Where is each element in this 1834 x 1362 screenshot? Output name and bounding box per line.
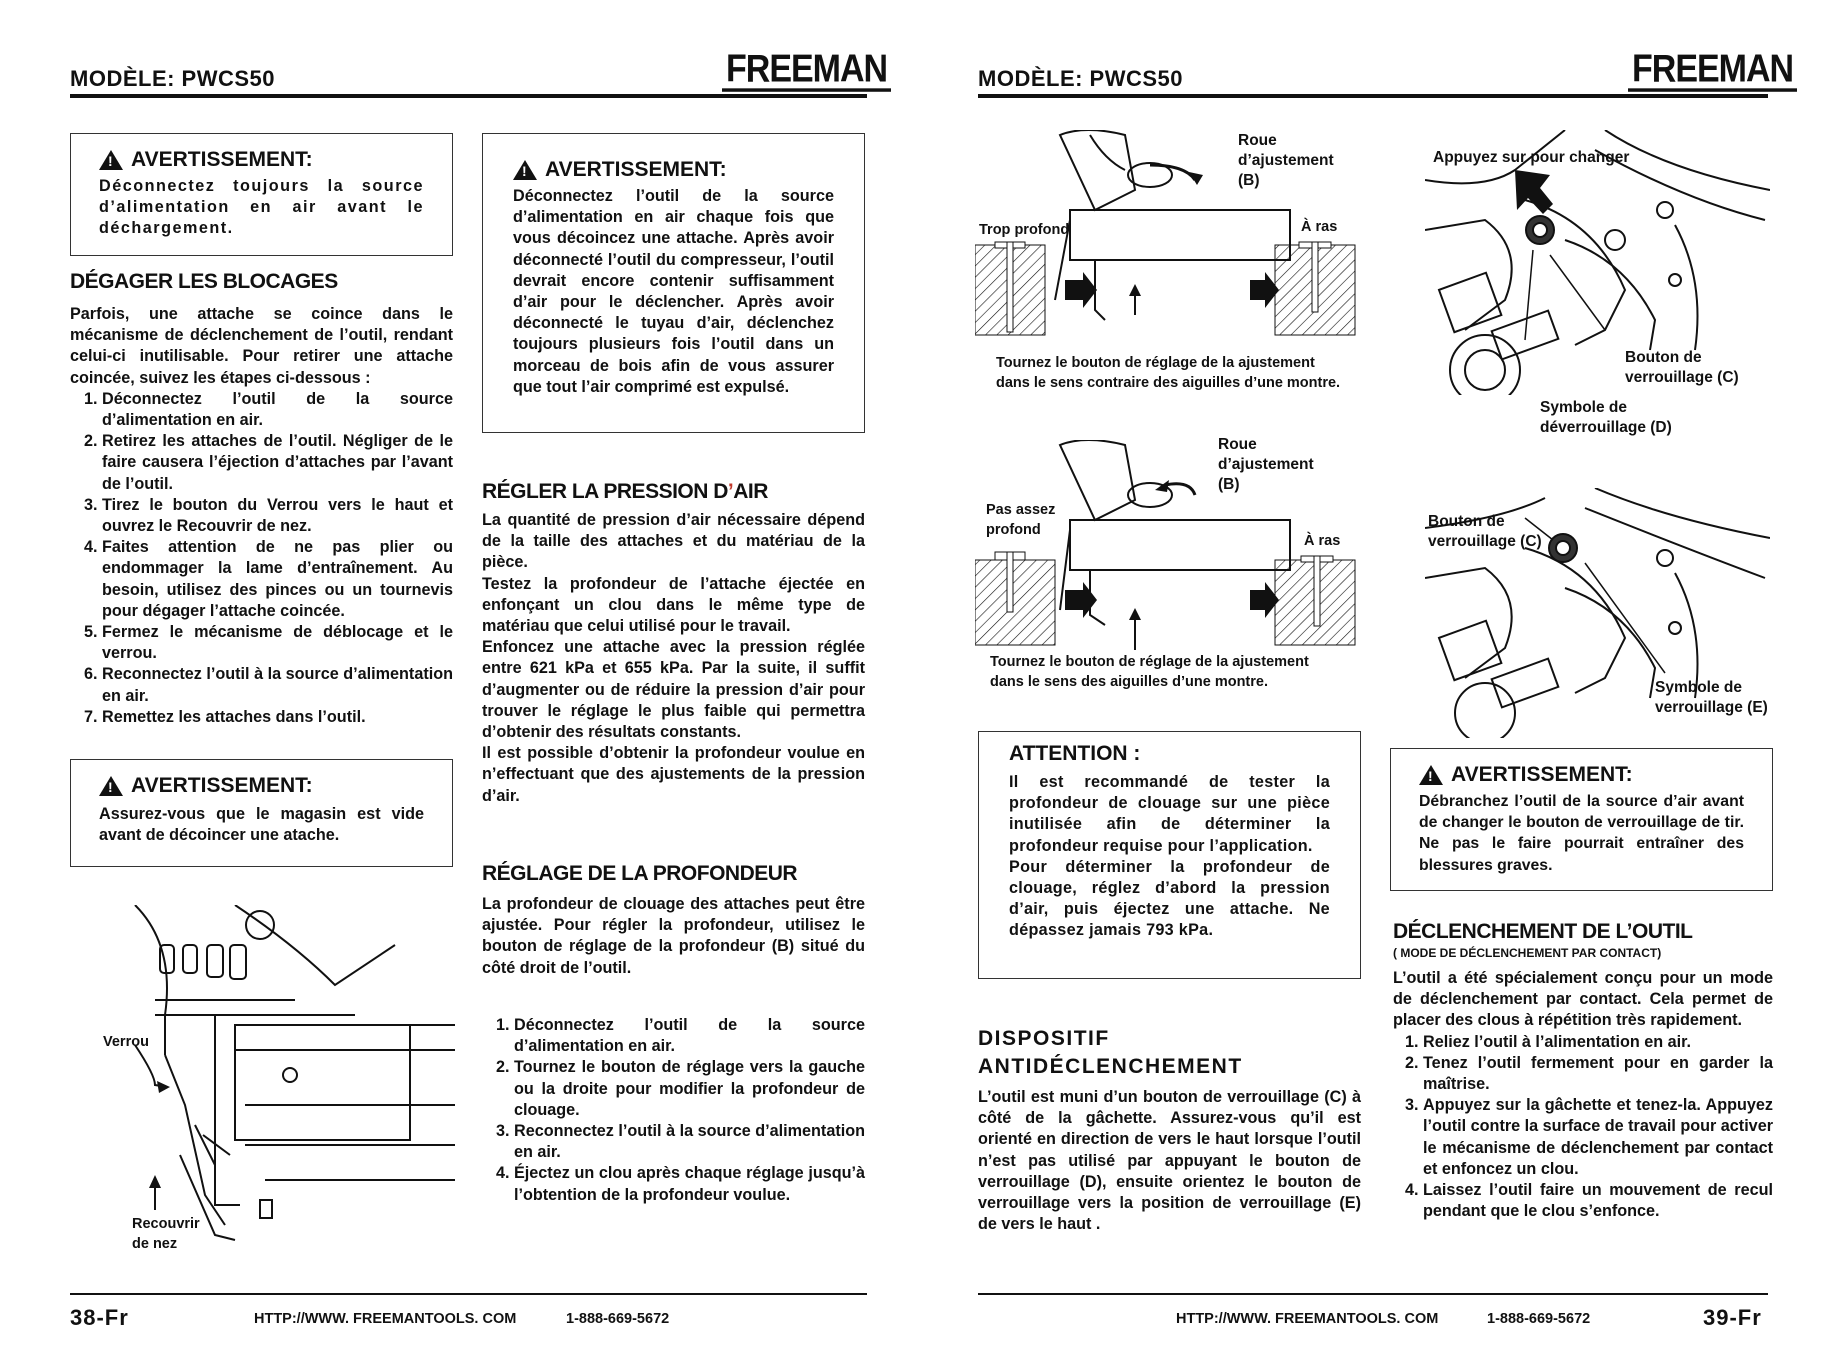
warning-heading-text: AVERTISSEMENT: — [131, 148, 313, 171]
section-blockages — [70, 304, 453, 728]
warning-text: Déconnectez l’outil de la source d’alimentation en air chaque fois que vous décoincez une attache. Après avoir déconnecté l’outil du compresseur, l’outil devrait encore contenir suffisamment d’air pour le déclencher. Après avoir déconnecté le tuyau d’air, déclenchez toujours plusieurs fois l’outil dans un morceau de bois afin de vous assurer que tout l’air comprimé est expulsé. — [513, 187, 834, 396]
figure-label: Trop profond — [979, 222, 1070, 238]
list-item: 1. Reliez l’outil à l’alimentation en air. — [1423, 1032, 1773, 1053]
model-title: MODÈLE: PWCS50 — [978, 66, 1184, 91]
warning-heading-text: AVERTISSEMENT: — [131, 774, 313, 797]
list-item: 5. Fermez le mécanisme de déblocage et le verrou. — [102, 622, 453, 664]
page-number: 39-Fr — [1703, 1305, 1762, 1330]
title-line: DISPOSITIF — [978, 1027, 1110, 1050]
figure-label-line: verrouillage (E) — [1655, 699, 1768, 716]
warning-heading — [513, 158, 834, 182]
figure-label — [1238, 131, 1334, 191]
footer-phone: 1-888-669-5672 — [1487, 1311, 1591, 1327]
section-title: DÉCLENCHEMENT DE L’OUTIL — [1393, 920, 1693, 943]
list-item: 1. Déconnectez l’outil de la source d’alimentation en air. — [102, 389, 453, 431]
figure-caption — [990, 652, 1309, 692]
caption-line: Tournez le bouton de réglage de la ajustement — [990, 654, 1309, 670]
warning-box — [70, 133, 453, 256]
figure-label-line: Symbole de — [1655, 679, 1742, 696]
list-item: 2. Tenez l’outil fermement pour en garder la maîtrise. — [1423, 1053, 1773, 1095]
section-title: DÉGAGER LES BLOCAGES — [70, 270, 338, 293]
list-item: 2. Tournez le bouton de réglage vers la gauche ou la droite pour modifier la profondeur de clouage. — [514, 1057, 865, 1121]
attention-text: Il est recommandé de tester la profondeur de clouage sur une pièce inutilisée afin de déterminer la profondeur requise pour l’application. — [1009, 773, 1330, 855]
figure-label-line: Roue — [1238, 132, 1277, 149]
figure-label-line: déverrouillage (D) — [1540, 419, 1672, 436]
figure-label-line: Roue — [1218, 436, 1257, 453]
footer-rule — [978, 1293, 1768, 1295]
footer-url: HTTP://WWW. FREEMANTOOLS. COM — [1176, 1311, 1439, 1327]
figure-label-line: verrouillage (C) — [1428, 533, 1542, 550]
paragraph: L’outil a été spécialement conçu pour un mode de déclenchement par contact. Cela permet de placer des clous à répétition très rapidement. — [1393, 969, 1773, 1030]
figure-label: À ras — [1301, 219, 1338, 235]
header-rule — [978, 94, 1768, 98]
model-title: MODÈLE: PWCS50 — [70, 66, 276, 91]
figure-label-line: Symbole de — [1540, 399, 1627, 416]
page-number: 38-Fr — [70, 1305, 129, 1330]
list-item: 3. Appuyez sur la gâchette et tenez-la. Appuyez l’outil contre la surface de travail pour activer le mécanisme de déclenchement par contact et enfoncez un clou. — [1423, 1095, 1773, 1180]
list-item: 4. Éjectez un clou après chaque réglage jusqu’à l’obtention de la profondeur voulue. — [514, 1163, 865, 1205]
footer-phone: 1-888-669-5672 — [566, 1311, 670, 1327]
warning-heading — [99, 148, 424, 172]
list-item: 4. Faites attention de ne pas plier ou endommager la lame d’entraînement. Au besoin, utilisez des pinces ou un tournevis pour dégager l’attache coincée. — [102, 537, 453, 622]
figure-label-line: Recouvrir — [132, 1216, 200, 1232]
list-item: 7. Remettez les attaches dans l’outil. — [102, 707, 453, 728]
list-item: 6. Reconnectez l’outil à la source d’alimentation en air. — [102, 664, 453, 706]
warning-icon — [513, 160, 537, 180]
figure-label-line: verrouillage (C) — [1625, 369, 1739, 386]
freeman-logo: FREEMAN — [1628, 49, 1797, 92]
warning-text: Débranchez l’outil de la source d’air avant de changer le bouton de verrouillage de tir. Ne pas le faire pourrait entraîner des blessures graves. — [1419, 793, 1744, 874]
figure-label — [132, 1214, 200, 1254]
footer-rule — [70, 1293, 867, 1295]
figure-label: À ras — [1304, 533, 1341, 549]
warning-heading-text: AVERTISSEMENT: — [1451, 763, 1633, 786]
section-pressure — [482, 510, 865, 807]
warning-text: Assurez-vous que le magasin est vide avant de décoincer une atache. — [99, 805, 424, 845]
warning-text: Déconnectez toujours la source d’alimentation en air avant le déchargement. — [99, 177, 424, 238]
list-item: 3. Tirez le bouton du Verrou vers le haut et ouvrez le Recouvrir de nez. — [102, 495, 453, 537]
figure-label-line: Bouton de — [1428, 513, 1505, 530]
list-item: 2. Retirez les attaches de l’outil. Négliger de le faire causera l’éjection d’attaches par l’avant de l’outil. — [102, 431, 453, 495]
steps-list — [482, 1015, 865, 1206]
section-depth-intro: La profondeur de clouage des attaches peut être ajustée. Pour régler la profondeur, utilisez le bouton de réglage de la profondeur (B) situé du côté droit de l’outil. — [482, 895, 865, 977]
warning-heading — [99, 774, 424, 798]
figure-label-line: profond — [986, 522, 1041, 538]
figure-label-line: (B) — [1238, 172, 1260, 189]
caption-line: Tournez le bouton de réglage de la ajustement — [996, 355, 1315, 371]
section-title — [482, 480, 768, 504]
paragraph: Testez la profondeur de l’attache éjectée en enfonçant un clou dans le même type de matériau que celui utilisé pour le travail. — [482, 574, 865, 636]
warning-heading-text: AVERTISSEMENT: — [545, 158, 727, 181]
figure-label — [1655, 678, 1768, 718]
paragraph: Il est possible d’obtenir la profondeur voulue en n’effectuant que des ajustements de la pression d’air. — [482, 744, 865, 805]
warning-icon — [99, 150, 123, 170]
figure-label-line: d’ajustement — [1218, 456, 1314, 473]
figure-label-line: de nez — [132, 1236, 178, 1252]
freeman-logo: FREEMAN — [722, 49, 891, 92]
warning-heading — [1419, 763, 1744, 787]
paragraph: Enfoncez une attache avec la pression réglée entre 621 kPa et 655 kPa. Par la suite, il suffit d’augmenter ou de réduire la pression d’air pour trouver le réglage le plus faible qui permettra d’obtenir des résultats constants. — [482, 638, 865, 742]
warning-icon — [1419, 765, 1443, 785]
figure-caption — [996, 353, 1340, 393]
steps-list — [70, 389, 453, 728]
figure-label — [1540, 398, 1672, 438]
section-trigger — [1393, 968, 1773, 1222]
section-title — [978, 1025, 1243, 1081]
list-item: 4. Laissez l’outil faire un mouvement de recul pendant que le clou s’enfonce. — [1423, 1180, 1773, 1222]
caption-line: dans le sens des aiguilles d’une montre. — [990, 674, 1268, 690]
figure-label-line: (B) — [1218, 476, 1240, 493]
section-depth-steps — [482, 1015, 865, 1206]
header-rule — [70, 94, 867, 98]
title-accent: ’ — [727, 480, 734, 503]
list-item: 1. Déconnectez l’outil de la source d’alimentation en air. — [514, 1015, 865, 1057]
title-part: AIR — [733, 480, 768, 503]
figure-label-line: Pas assez — [986, 502, 1056, 518]
figure-label-line: d’ajustement — [1238, 152, 1334, 169]
section-title: RÉGLAGE DE LA PROFONDEUR — [482, 862, 798, 885]
steps-list — [1393, 1032, 1773, 1223]
figure-label — [1428, 512, 1542, 552]
attention-text: Pour déterminer la profondeur de clouage, réglez d’abord la pression d’air, puis éjectez une attache. Ne dépassez jamais 793 kPa. — [1009, 857, 1330, 940]
attention-heading: ATTENTION : — [1009, 742, 1141, 765]
title-line: ANTIDÉCLENCHEMENT — [978, 1055, 1243, 1078]
section-subtitle: ( MODE DE DÉCLENCHEMENT PAR CONTACT) — [1393, 946, 1662, 960]
nailer-latch-figure — [95, 905, 455, 1265]
list-item: 3. Reconnectez l’outil à la source d’alimentation en air. — [514, 1121, 865, 1163]
figure-label: Verrou — [103, 1034, 149, 1050]
figure-label: Appuyez sur pour changer — [1433, 149, 1630, 166]
figure-label-line: Bouton de — [1625, 349, 1702, 366]
figure-label — [1625, 348, 1739, 388]
intro-text: Parfois, une attache se coince dans le mécanisme de déclenchement de l’outil, rendant celui-ci inutilisable. Pour retirer une attache coincée, suivez les étapes ci-dessous : — [70, 305, 453, 387]
warning-box — [482, 133, 865, 433]
warning-box — [1390, 748, 1773, 891]
warning-icon — [99, 776, 123, 796]
attention-box — [978, 731, 1361, 979]
figure-label — [986, 500, 1055, 540]
paragraph: La quantité de pression d’air nécessaire dépend de la taille des attaches et du matériau de la pièce. — [482, 511, 865, 572]
section-safety: L’outil est muni d’un bouton de verrouillage (C) à côté de la gâchette. Assurez-vous qu’il est orienté en direction de vers le haut lorsque l’outil n’est pas utilisé par appuyant le bouton de verrouillage (D), ensuite orientez le bouton de verrouillage vers la position de verrouillage (E) de vers le haut . — [978, 1088, 1361, 1234]
figure-label — [1218, 435, 1314, 495]
footer-url: HTTP://WWW. FREEMANTOOLS. COM — [254, 1311, 517, 1327]
warning-box — [70, 759, 453, 867]
caption-line: dans le sens contraire des aiguilles d’une montre. — [996, 375, 1341, 391]
title-part: RÉGLER LA PRESSION D — [482, 480, 728, 503]
